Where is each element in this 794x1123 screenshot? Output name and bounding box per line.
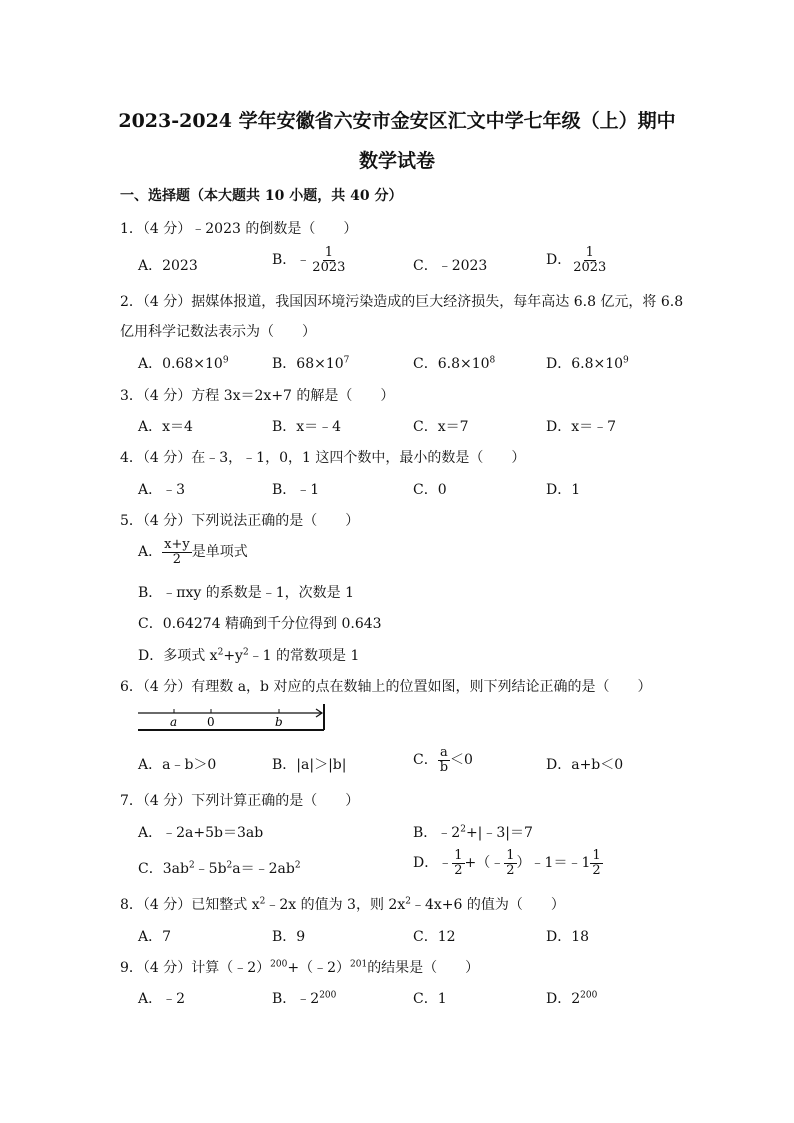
question-2-stem-line1: 2．（4 分）据媒体报道，我国因环境污染造成的巨大经济损失，每年高达 6.8 亿元，将 6.8 (120, 294, 684, 310)
q7-option-a: A．﹣2a+5b＝3ab (138, 825, 264, 841)
q1-option-c: C．﹣2023 (413, 258, 488, 274)
q1-option-d: D． $\frac{1}{2023}$ (546, 245, 607, 275)
q9-option-a: A．﹣2 (138, 991, 186, 1007)
number-line-figure (138, 704, 328, 734)
question-9-stem: 9．（4 分）计算（﹣2）$^{200}$+（﹣2）$^{201}$的结果是（ ） (120, 959, 480, 976)
label-a: a (170, 715, 178, 729)
q9-option-c: C．1 (413, 991, 447, 1007)
q5-option-c: C．0.64274 精确到千分位得到 0.643 (138, 616, 382, 632)
q3-option-b: B．x＝﹣4 (272, 419, 342, 435)
question-7-stem: 7．（4 分）下列计算正确的是（ ） (120, 793, 360, 809)
q1-option-a: A．2023 (138, 258, 198, 274)
q2-option-c: C．$6.8\times 10^8$ (413, 355, 496, 372)
q5-option-b: B．﹣πxy 的系数是﹣1，次数是 1 (138, 585, 355, 601)
q7-option-c: C．$3ab^2﹣5b^2a=﹣2ab^2$ (138, 860, 301, 877)
question-8-stem: 8．（4 分）已知整式 $x^2﹣2x$ 的值为 3，则 $2x^2﹣4x+6$ 的值为（ ） (120, 896, 565, 913)
label-0: 0 (207, 715, 215, 729)
q4-option-a: A．﹣3 (138, 482, 186, 498)
q6-option-d: D．a+b＜0 (546, 757, 624, 773)
q8-option-b: B．9 (272, 929, 306, 945)
q9-option-b: B．$﹣2^{200}$ (272, 990, 337, 1007)
question-4-stem: 4．（4 分）在﹣3，﹣1，0，1 这四个数中，最小的数是（ ） (120, 450, 526, 466)
question-1-stem: 1．（4 分）﹣2023 的倒数是（ ） (120, 221, 358, 237)
q2-option-d: D．$6.8\times 10^9$ (546, 355, 629, 372)
q6-option-b: B．|a|＞|b| (272, 757, 347, 773)
question-5-stem: 5．（4 分）下列说法正确的是（ ） (120, 513, 360, 529)
q8-option-c: C．12 (413, 929, 456, 945)
q3-option-a: A．x＝4 (138, 419, 193, 435)
q2-option-b: B．$68\times 10^7$ (272, 355, 350, 372)
q7-option-d: D．﹣ $\frac{1}{2}$ +（﹣ $\frac{1}{2}$ ）﹣1＝﹣1 $\frac{1}{2}$ (413, 848, 601, 878)
q3-option-c: C．x＝7 (413, 419, 469, 435)
q8-option-a: A．7 (138, 929, 172, 945)
q6-option-a: A．a﹣b＞0 (138, 757, 217, 773)
q2-option-a: A．$0.68\times 10^9$ (138, 355, 229, 372)
page-subtitle: 数学试卷 (358, 150, 435, 172)
question-6-stem: 6．（4 分）有理数 a，b 对应的点在数轴上的位置如图，则下列结论正确的是（ ） (120, 679, 652, 695)
q4-option-c: C．0 (413, 482, 447, 498)
q7-option-b: B．$﹣2^2+|﹣3|=7$ (413, 824, 533, 841)
page-title: 2023-2024 学年安徽省六安市金安区汇文中学七年级（上）期中 (118, 110, 676, 132)
q1-option-b: B．﹣ $\frac{1}{2023}$ (272, 245, 346, 275)
question-3-stem: 3．（4 分）方程 3x＝2x+7 的解是（ ） (120, 388, 395, 404)
section-heading: 一、选择题（本大题共 10 小题，共 40 分） (120, 188, 403, 204)
q5-option-a: A． $\frac{x+y}{2}$ 是单项式 (138, 537, 248, 567)
q6-option-c: C． $\frac{a}{b}$ ＜0 (413, 745, 473, 775)
q9-option-d: D．$2^{200}$ (546, 990, 598, 1007)
question-2-stem-line2: 亿用科学记数法表示为（ ） (120, 324, 316, 340)
q4-option-d: D．1 (546, 482, 581, 498)
q3-option-d: D．x＝﹣7 (546, 419, 617, 435)
q8-option-d: D．18 (546, 929, 590, 945)
q4-option-b: B．﹣1 (272, 482, 320, 498)
q5-option-d: D．多项式 $x^2+y^2﹣1$ 的常数项是 1 (138, 647, 360, 664)
label-b: b (275, 715, 283, 729)
